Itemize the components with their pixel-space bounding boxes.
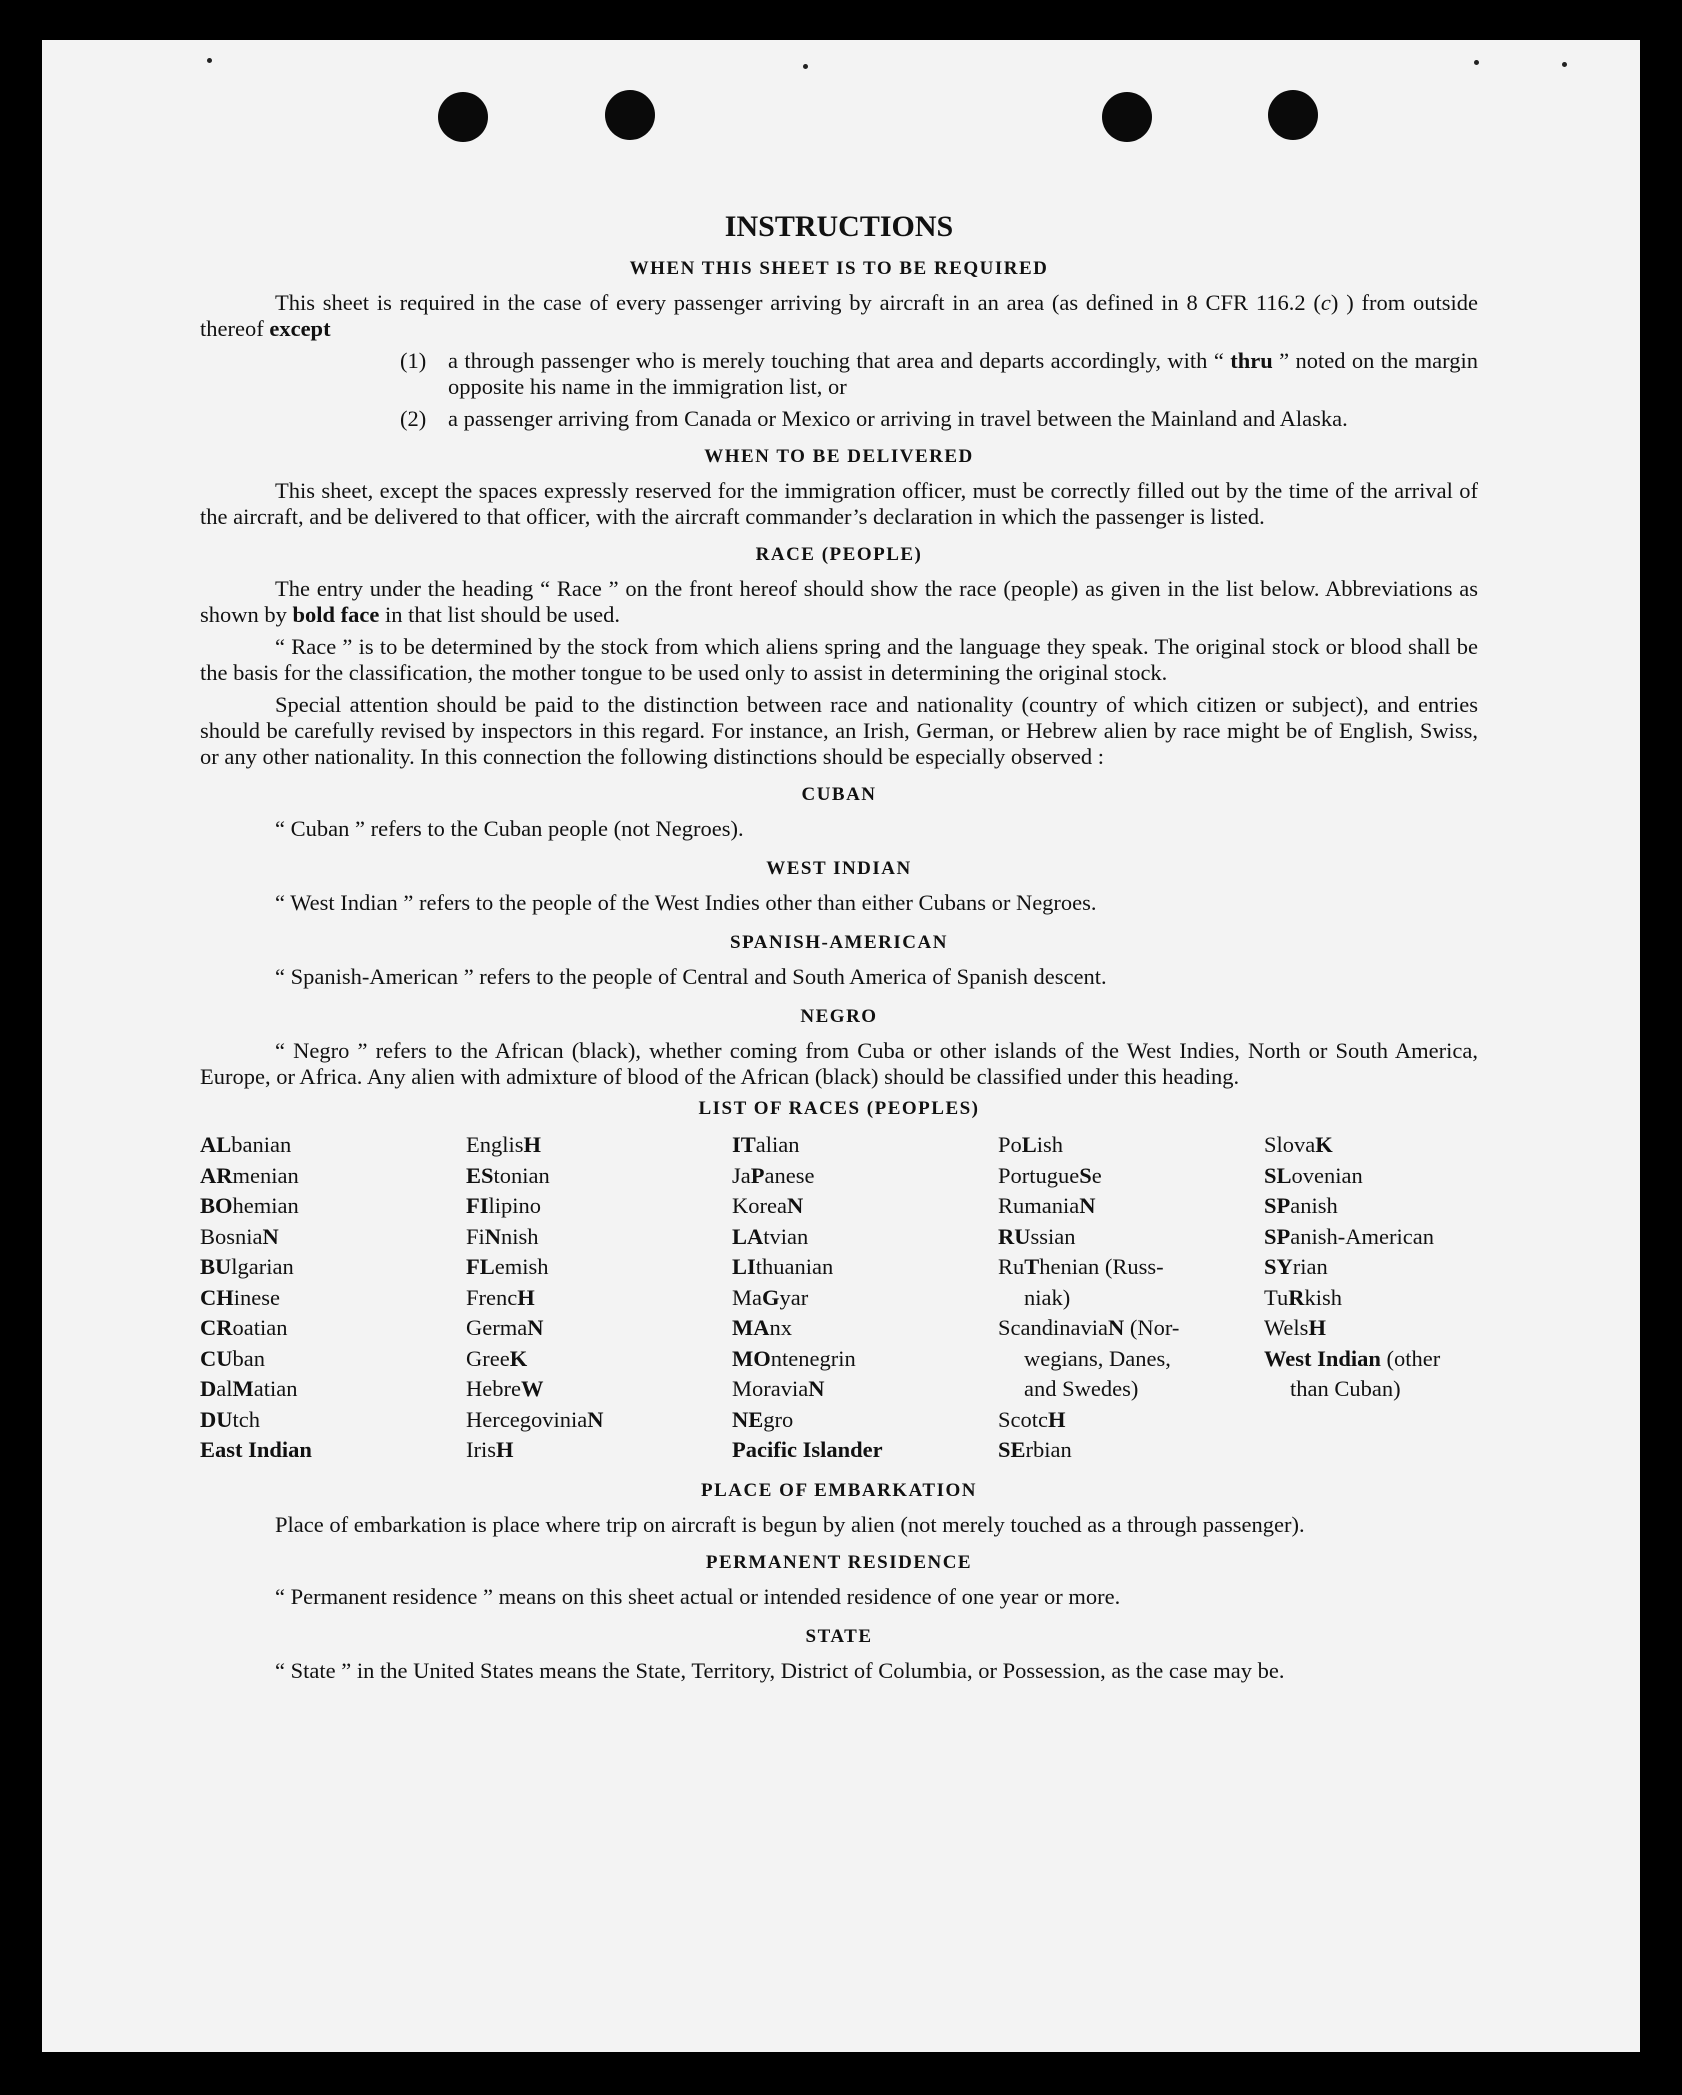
race-abbrev: NE: [732, 1406, 764, 1432]
race-text: Hercegovinia: [466, 1406, 588, 1432]
race-entry: [200, 1405, 466, 1436]
race-text: yar: [779, 1284, 809, 1310]
race-text: atian: [253, 1376, 298, 1401]
race-text: anish: [1290, 1193, 1338, 1218]
race-abbrev: N: [808, 1376, 825, 1401]
race-abbrev: LI: [732, 1254, 756, 1279]
required-paragraph: This sheet is required in the case of every passenger arriving by aircraft in an area (as defined in 8 CFR 116.2 (c) ) from outside thereof except: [200, 290, 1479, 341]
section-heading-race: RACE (PEOPLE): [755, 544, 923, 565]
race-entry: [1264, 1191, 1530, 1222]
section-heading-state: STATE: [805, 1625, 873, 1647]
races-column-5: [1264, 1130, 1530, 1466]
race-text: ish: [1036, 1132, 1064, 1157]
race-text: gro: [763, 1406, 794, 1432]
race-abbrev: BO: [200, 1193, 233, 1218]
negro-paragraph: “ Negro ” refers to the African (black), whether coming from Cuba or other islands of the West Indies, North or South America, Europe, or Africa. Any alien with admixture of blood of the African (black) should be classified under this heading.: [200, 1038, 1478, 1089]
race-text: tonian: [493, 1162, 550, 1188]
race-entry: [200, 1344, 466, 1375]
race-entry: [466, 1161, 732, 1192]
race-paragraph-3: Special attention should be paid to the distinction between race and nationality (country of which citizen or subject), and entries should be carefully revised by inspectors in this regard. For instance, an Irish, German, or Hebrew alien by race might be of English, Swiss, or any other nationality. In this connection the following distinctions should be especially observed :: [200, 692, 1478, 769]
race-text: Slova: [1264, 1132, 1316, 1157]
residence-paragraph: “ Permanent residence ” means on this sheet actual or intended residence of one year or more.: [275, 1583, 1121, 1609]
race-abbrev: BU: [200, 1254, 232, 1279]
race-entry: [732, 1130, 998, 1161]
race-text: than Cuban): [1290, 1376, 1401, 1401]
section-heading-required: WHEN THIS SHEET IS TO BE REQUIRED: [629, 258, 1049, 279]
race-abbrev: LA: [732, 1223, 764, 1249]
race-text: anish-American: [1290, 1223, 1434, 1249]
race-entry: [200, 1283, 466, 1314]
race-abbrev: SP: [1264, 1193, 1291, 1218]
race-text: lipino: [488, 1193, 542, 1218]
race-entry: [732, 1435, 998, 1466]
race-text: Iris: [466, 1437, 496, 1462]
race-entry: [466, 1283, 732, 1314]
speck: [803, 64, 808, 69]
instructions-content: [200, 170, 1478, 1690]
section-heading-delivered: WHEN TO BE DELIVERED: [704, 446, 974, 467]
exception-1: [400, 348, 1478, 400]
race-abbrev: SY: [1264, 1254, 1293, 1279]
race-entry: [998, 1374, 1264, 1405]
race-text: Scandinavia: [998, 1315, 1108, 1340]
race-abbrev: Pacific Islander: [732, 1437, 883, 1462]
section-heading-west-indian: WEST INDIAN: [766, 858, 912, 879]
race-text: Korea: [732, 1193, 787, 1218]
races-column-2: [466, 1130, 732, 1466]
race-text: alian: [755, 1132, 800, 1157]
race-abbrev: SL: [1264, 1162, 1292, 1188]
race-abbrev: K: [509, 1345, 528, 1371]
race-entry: [732, 1191, 998, 1222]
race-text: Wels: [1264, 1315, 1309, 1340]
races-column-3: [732, 1130, 998, 1466]
race-entry: [200, 1130, 466, 1161]
exception-text: a through passenger who is merely touching that area and departs accordingly, with “ thru ” noted on the margin opposite his name in the immigration list, or: [448, 348, 1479, 399]
race-abbrev: P: [750, 1162, 765, 1188]
race-text: kish: [1304, 1284, 1342, 1310]
race-entry: [466, 1130, 732, 1161]
race-entry: [1264, 1222, 1530, 1253]
race-abbrev: East Indian: [200, 1437, 312, 1462]
race-abbrev: S: [1079, 1162, 1092, 1188]
race-entry: [200, 1435, 466, 1466]
race-entry: [466, 1252, 732, 1283]
race-abbrev: K: [1315, 1132, 1333, 1157]
west-indian-paragraph: “ West Indian ” refers to the people of the West Indies other than either Cubans or Negroes.: [275, 890, 1097, 915]
race-entry: [998, 1405, 1264, 1436]
punch-hole: [1268, 90, 1318, 140]
race-abbrev: MA: [732, 1315, 770, 1340]
section-heading-embarkation: PLACE OF EMBARKATION: [701, 1479, 977, 1501]
race-entry: [466, 1313, 732, 1344]
race-text: Tu: [1264, 1284, 1289, 1310]
race-abbrev: SE: [998, 1437, 1026, 1462]
race-text: hemian: [232, 1193, 299, 1218]
exception-number: (2): [400, 406, 427, 431]
race-abbrev: AL: [200, 1132, 232, 1157]
race-text: rbian: [1025, 1437, 1072, 1462]
race-entry: [998, 1344, 1264, 1375]
race-abbrev: L: [1021, 1132, 1037, 1157]
race-entry: [998, 1161, 1264, 1192]
cuban-paragraph: “ Cuban ” refers to the Cuban people (not Negroes).: [275, 816, 744, 841]
speck: [1562, 62, 1567, 67]
races-list: [200, 1130, 1478, 1466]
race-text: (other: [1386, 1345, 1441, 1371]
race-entry: [466, 1222, 732, 1253]
race-entry: [1264, 1344, 1530, 1375]
race-text: Germa: [466, 1315, 528, 1340]
races-column-1: [200, 1130, 466, 1466]
race-abbrev: H: [517, 1284, 535, 1310]
race-text: tvian: [763, 1223, 809, 1249]
race-abbrev: N: [786, 1193, 804, 1218]
race-abbrev: N: [587, 1406, 604, 1432]
race-text: Ru: [998, 1254, 1025, 1279]
race-abbrev: N: [527, 1315, 544, 1340]
race-entry: [200, 1313, 466, 1344]
race-entry: [732, 1374, 998, 1405]
race-text: Hebre: [466, 1376, 521, 1401]
race-text: rian: [1292, 1254, 1328, 1279]
race-text: henian (Russ-: [1039, 1254, 1164, 1279]
race-abbrev: DU: [200, 1406, 233, 1432]
race-paragraph-1: The entry under the heading “ Race ” on the front hereof should show the race (people) as given in the list below. Abbreviations as shown by bold face in that list should be used.: [200, 576, 1478, 627]
race-abbrev: MO: [732, 1345, 771, 1371]
section-heading-races: LIST OF RACES (PEOPLES): [698, 1098, 980, 1119]
race-entry: [998, 1283, 1264, 1314]
race-abbrev: G: [762, 1284, 780, 1310]
race-text: Gree: [466, 1345, 510, 1371]
race-text: Bosnia: [200, 1223, 263, 1249]
race-text: Fi: [466, 1223, 485, 1249]
race-abbrev: RU: [998, 1223, 1031, 1249]
race-text: Po: [998, 1132, 1022, 1157]
race-entry: [732, 1344, 998, 1375]
race-entry: [998, 1252, 1264, 1283]
race-abbrev: W: [520, 1376, 544, 1401]
race-abbrev: N: [1079, 1193, 1096, 1218]
exception-text: a passenger arriving from Canada or Mexico or arriving in travel between the Mainland and Alaska.: [448, 406, 1348, 431]
race-text: oatian: [232, 1315, 288, 1340]
race-text: ovenian: [1291, 1162, 1363, 1188]
race-entry: [1264, 1313, 1530, 1344]
state-paragraph: “ State ” in the United States means the State, Territory, District of Columbia, or Possession, as the case may be.: [275, 1657, 1285, 1683]
race-abbrev: SP: [1264, 1223, 1291, 1249]
race-entry: [466, 1344, 732, 1375]
race-abbrev: N: [1107, 1315, 1125, 1340]
race-text: inese: [233, 1284, 280, 1310]
race-abbrev: CH: [200, 1284, 234, 1310]
race-text: anese: [764, 1162, 815, 1188]
race-entry: [466, 1374, 732, 1405]
section-heading-spanish-american: SPANISH-AMERICAN: [730, 932, 948, 953]
race-entry: [732, 1313, 998, 1344]
race-text: nish: [501, 1223, 539, 1249]
race-entry: [466, 1191, 732, 1222]
section-heading-residence: PERMANENT RESIDENCE: [705, 1551, 973, 1573]
race-entry: [732, 1405, 998, 1436]
race-entry: [732, 1252, 998, 1283]
speck: [1474, 60, 1479, 65]
race-abbrev: N: [262, 1223, 279, 1249]
race-text: wegians, Danes,: [1024, 1345, 1171, 1371]
race-entry: [998, 1191, 1264, 1222]
race-text: tch: [232, 1406, 260, 1432]
race-text: thuanian: [755, 1254, 834, 1279]
race-text: and Swedes): [1024, 1376, 1139, 1401]
race-entry: [732, 1222, 998, 1253]
race-abbrev: AR: [200, 1162, 233, 1188]
race-entry: [998, 1435, 1264, 1466]
delivered-paragraph: This sheet, except the spaces expressly reserved for the immigration officer, must be correctly filled out by the time of the arrival of the aircraft, and be delivered to that officer, with the aircraft commander’s declaration in which the passenger is listed.: [200, 478, 1478, 529]
document-sheet: [42, 40, 1640, 2052]
races-column-4: [998, 1130, 1264, 1466]
race-text: Moravia: [732, 1376, 809, 1401]
section-heading-cuban: CUBAN: [801, 784, 877, 805]
race-text: ntenegrin: [770, 1345, 856, 1371]
race-entry: [466, 1435, 732, 1466]
race-text: niak): [1024, 1284, 1071, 1310]
race-abbrev: CU: [200, 1345, 233, 1371]
race-entry: [466, 1405, 732, 1436]
race-entry: [1264, 1252, 1530, 1283]
punch-hole: [1102, 92, 1152, 142]
spanish-american-paragraph: “ Spanish-American ” refers to the people of Central and South America of Spanish descent.: [275, 964, 1107, 989]
race-text: nx: [769, 1315, 792, 1340]
race-abbrev: West Indian: [1264, 1345, 1381, 1371]
race-entry: [998, 1130, 1264, 1161]
race-abbrev: T: [1024, 1254, 1040, 1279]
race-abbrev: FL: [466, 1254, 495, 1279]
race-text: al: [216, 1376, 233, 1401]
race-entry: [998, 1313, 1264, 1344]
race-text: Ja: [732, 1162, 751, 1188]
race-paragraph-2: “ Race ” is to be determined by the stock from which aliens spring and the language they speak. The original stock or blood shall be the basis for the classification, the mother tongue to be used only to assist in determining the original stock.: [200, 634, 1478, 685]
race-abbrev: M: [232, 1376, 254, 1401]
punch-hole: [605, 90, 655, 140]
race-entry: [1264, 1161, 1530, 1192]
race-entry: [1264, 1374, 1530, 1405]
race-entry: [1264, 1283, 1530, 1314]
race-text: e: [1091, 1162, 1102, 1188]
race-text: (Nor-: [1129, 1315, 1180, 1340]
race-text: emish: [494, 1254, 549, 1279]
race-entry: [200, 1374, 466, 1405]
embarkation-paragraph: Place of embarkation is place where trip on aircraft is begun by alien (not merely touched as a through passenger).: [275, 1511, 1305, 1537]
race-entry: [200, 1191, 466, 1222]
race-entry: [200, 1161, 466, 1192]
race-abbrev: H: [496, 1437, 514, 1462]
race-abbrev: ES: [466, 1162, 494, 1188]
race-text: lgarian: [231, 1254, 294, 1279]
race-text: ban: [232, 1345, 265, 1371]
race-text: menian: [232, 1162, 299, 1188]
race-abbrev: H: [1308, 1315, 1326, 1340]
race-text: ssian: [1030, 1223, 1076, 1249]
race-abbrev: CR: [200, 1315, 233, 1340]
race-text: Portugue: [998, 1162, 1080, 1188]
race-text: banian: [231, 1132, 292, 1157]
exception-2: [400, 406, 1478, 432]
race-entry: [200, 1252, 466, 1283]
punch-hole: [438, 92, 488, 142]
race-entry: [998, 1222, 1264, 1253]
section-heading-negro: NEGRO: [800, 1006, 878, 1027]
race-entry: [732, 1283, 998, 1314]
race-text: Englis: [466, 1132, 524, 1157]
race-abbrev: D: [200, 1376, 217, 1401]
race-text: Rumania: [998, 1193, 1080, 1218]
speck: [207, 58, 212, 63]
race-entry: [200, 1222, 466, 1253]
race-text: Scotc: [998, 1406, 1048, 1432]
page-title: INSTRUCTIONS: [724, 210, 954, 243]
race-text: Ma: [732, 1284, 762, 1310]
race-abbrev: IT: [732, 1132, 756, 1157]
race-abbrev: H: [1048, 1406, 1066, 1432]
race-text: Frenc: [466, 1284, 518, 1310]
race-entry: [732, 1161, 998, 1192]
race-abbrev: N: [484, 1223, 502, 1249]
race-abbrev: R: [1288, 1284, 1305, 1310]
race-entry: [1264, 1130, 1530, 1161]
race-abbrev: H: [523, 1132, 542, 1157]
race-abbrev: FI: [466, 1193, 489, 1218]
exception-number: (1): [400, 348, 427, 373]
